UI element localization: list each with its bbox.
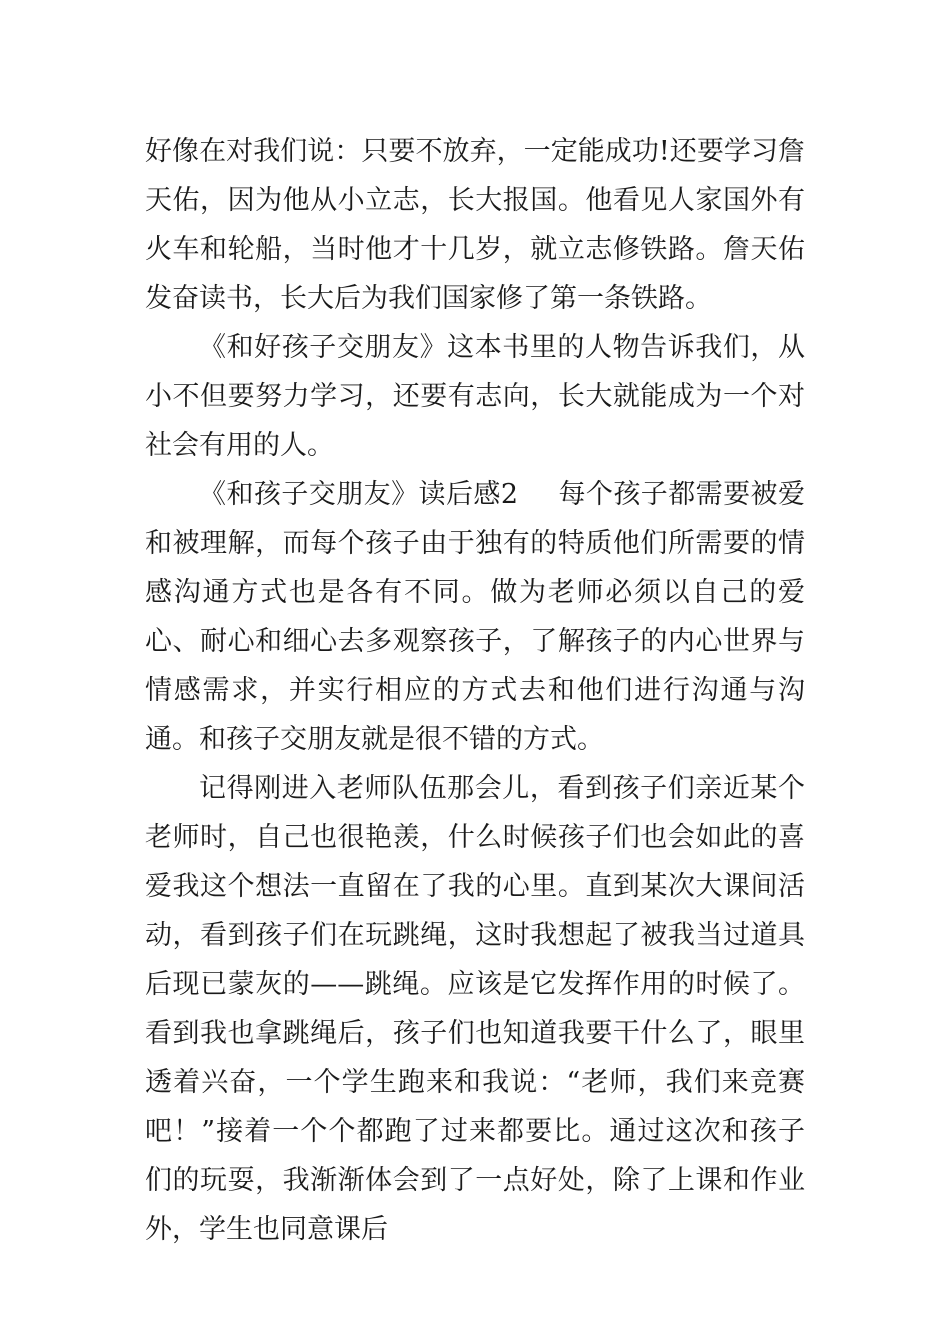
paragraph-2: 《和好孩子交朋友》这本书里的人物告诉我们，从小不但要努力学习，还要有志向，长大就能成为一个对社会有用的人。 bbox=[145, 332, 805, 461]
paragraph-4: 记得刚进入老师队伍那会儿，看到孩子们亲近某个老师时，自己也很艳羡，什么时候孩子们也会如此的喜爱我这个想法一直留在了我的心里。直到某次大课间活动，看到孩子们在玩跳绳，这时我想起了被我当过道具后现已蒙灰的——跳绳。应该是它发挥作用的时候了。看到我也拿跳绳后，孩子们也知道我要干什么了，眼里透着兴奋，一个学生跑来和我说：“老师，我们来竞赛吧！”接着一个个都跑了过来都要比。通过这次和孩子们的玩耍，我渐渐体会到了一点好处，除了上课和作业外，学生也同意课后 bbox=[145, 773, 805, 1245]
paragraph-3 bbox=[145, 470, 805, 764]
paragraph-3-text: 每个孩子都需要被爱和被理解，而每个孩子由于独有的特质他们所需要的情感沟通方式也是各有不同。做为老师必须以自己的爱心、耐心和细心去多观察孩子，了解孩子的内心世界与情感需求，并实行相应的方式去和他们进行沟通与沟通。和孩子交朋友就是很不错的方式。 bbox=[145, 479, 805, 755]
section-heading: 《和孩子交朋友》读后感2 bbox=[199, 479, 519, 510]
document-body bbox=[145, 127, 805, 1254]
paragraph-1: 好像在对我们说：只要不放弃，一定能成功!还要学习詹天佑，因为他从小立志，长大报国。他看见人家国外有火车和轮船，当时他才十几岁，就立志修铁路。詹天佑发奋读书，长大后为我们国家修了第一条铁路。 bbox=[145, 136, 805, 314]
